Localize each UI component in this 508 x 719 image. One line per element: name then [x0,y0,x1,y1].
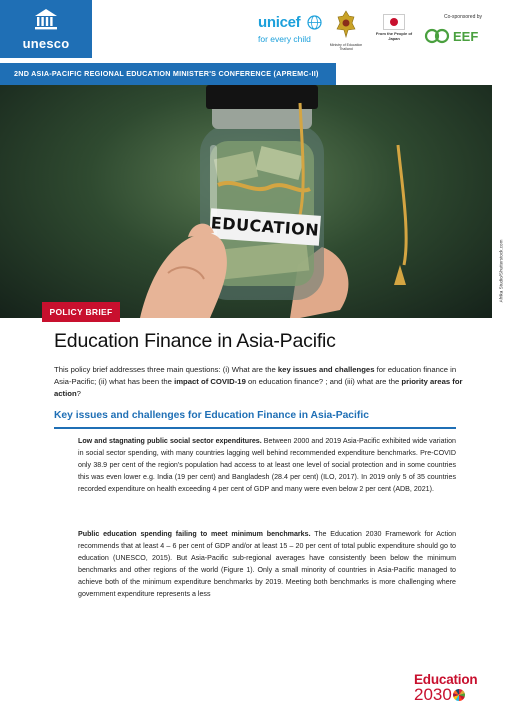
eef-wordmark: EEF [453,28,479,44]
unicef-globe-icon [307,15,322,30]
page-header [0,0,508,62]
education-2030-word: Education [414,672,478,687]
paragraph-2-text: The Education 2030 Framework for Action recommends that at least 4 – 6 per cent of GDP and/or at least 15 – 20 per cent of total public expenditure should go to education (UNESCO, 2015). But Asia-Pacific sub-regional averages have consistently been below the minimum benchmarks and other regions of the world (Figure 1). Only a small minority of countries in Asia-Pacific managed to achieve both of the minimum expenditure benchmarks by 2019. Meeting both benchmarks is more challenging where government expenditure represents a less [78,530,457,598]
paragraph-2-lead: Public education spending failing to meet minimum benchmarks. [78,530,311,538]
japan-flag-icon [383,14,405,30]
unicef-tagline: for every child [258,34,311,44]
jar-label-text: EDUCATION [210,213,320,240]
thai-emblem-icon [334,10,358,38]
conference-banner: 2ND ASIA-PACIFIC REGIONAL EDUCATION MINISTER'S CONFERENCE (APREMC-II) [0,63,336,85]
japan-caption: From the People of Japan [375,31,413,41]
intro-paragraph: This policy brief addresses three main questions: (i) What are the key issues and challenges for education finance in Asia-Pacific; (ii) what has been the impact of COVID-19 on education finance? ; and (iii) what are the priority areas for action? [54,365,463,399]
unesco-temple-icon [34,8,58,30]
unesco-wordmark: unesco [22,36,70,51]
section-divider [54,427,456,429]
unesco-logo [0,0,92,58]
intro-emphasis-priority: priority areas for action [54,377,463,399]
section-heading: Key issues and challenges for Education Finance in Asia-Pacific [54,410,369,421]
intro-emphasis-key-issues: key issues and challenges [277,365,375,374]
education-2030-logo [414,672,494,705]
eef-logo [424,14,502,44]
body-paragraph-2 [78,529,456,600]
paragraph-1-lead: Low and stagnating public social sector expenditures. [78,437,262,445]
money-jar-illustration [0,85,492,318]
document-title: Education Finance in Asia-Pacific [54,330,336,352]
education-2030-year: 2030 [414,685,452,704]
eef-swirl-icon [424,28,450,44]
sdg-wheel-icon [453,689,465,701]
photo-credit-text: Afrika Studio/Shutterstock.com [498,239,504,303]
paragraph-1-text: Between 2000 and 2019 Asia-Pacific exhibited wide variation in social sector spending, with many countries lagging well behind recommended expenditure benchmarks. Pre-COVID only 38.9 per cent of the region's population had access to at least one level of social protection and in some countries this was even lower e.g. India (19 per cent) and Bangladesh (28.4 per cent) (ILO, 2017). In 2019 only 5 of 35 countries recorded expenditure on health exceeding 4 per cent of GDP and many were even below 2 per cent (ADB, 2021). [78,437,456,493]
japan-logo [372,14,416,41]
unicef-logo [258,14,322,44]
unicef-wordmark: unicef [258,14,301,31]
hero-photo [0,85,492,318]
cosponsor-label: Co-sponsored by [443,14,483,20]
policy-brief-tag: POLICY BRIEF [42,302,120,322]
ministry-emblem [328,10,364,52]
photo-credit [494,226,508,316]
ministry-caption: Ministry of Education Thailand [329,43,363,51]
intro-emphasis-covid: impact of COVID-19 [174,377,246,387]
body-paragraph-1 [78,436,456,496]
